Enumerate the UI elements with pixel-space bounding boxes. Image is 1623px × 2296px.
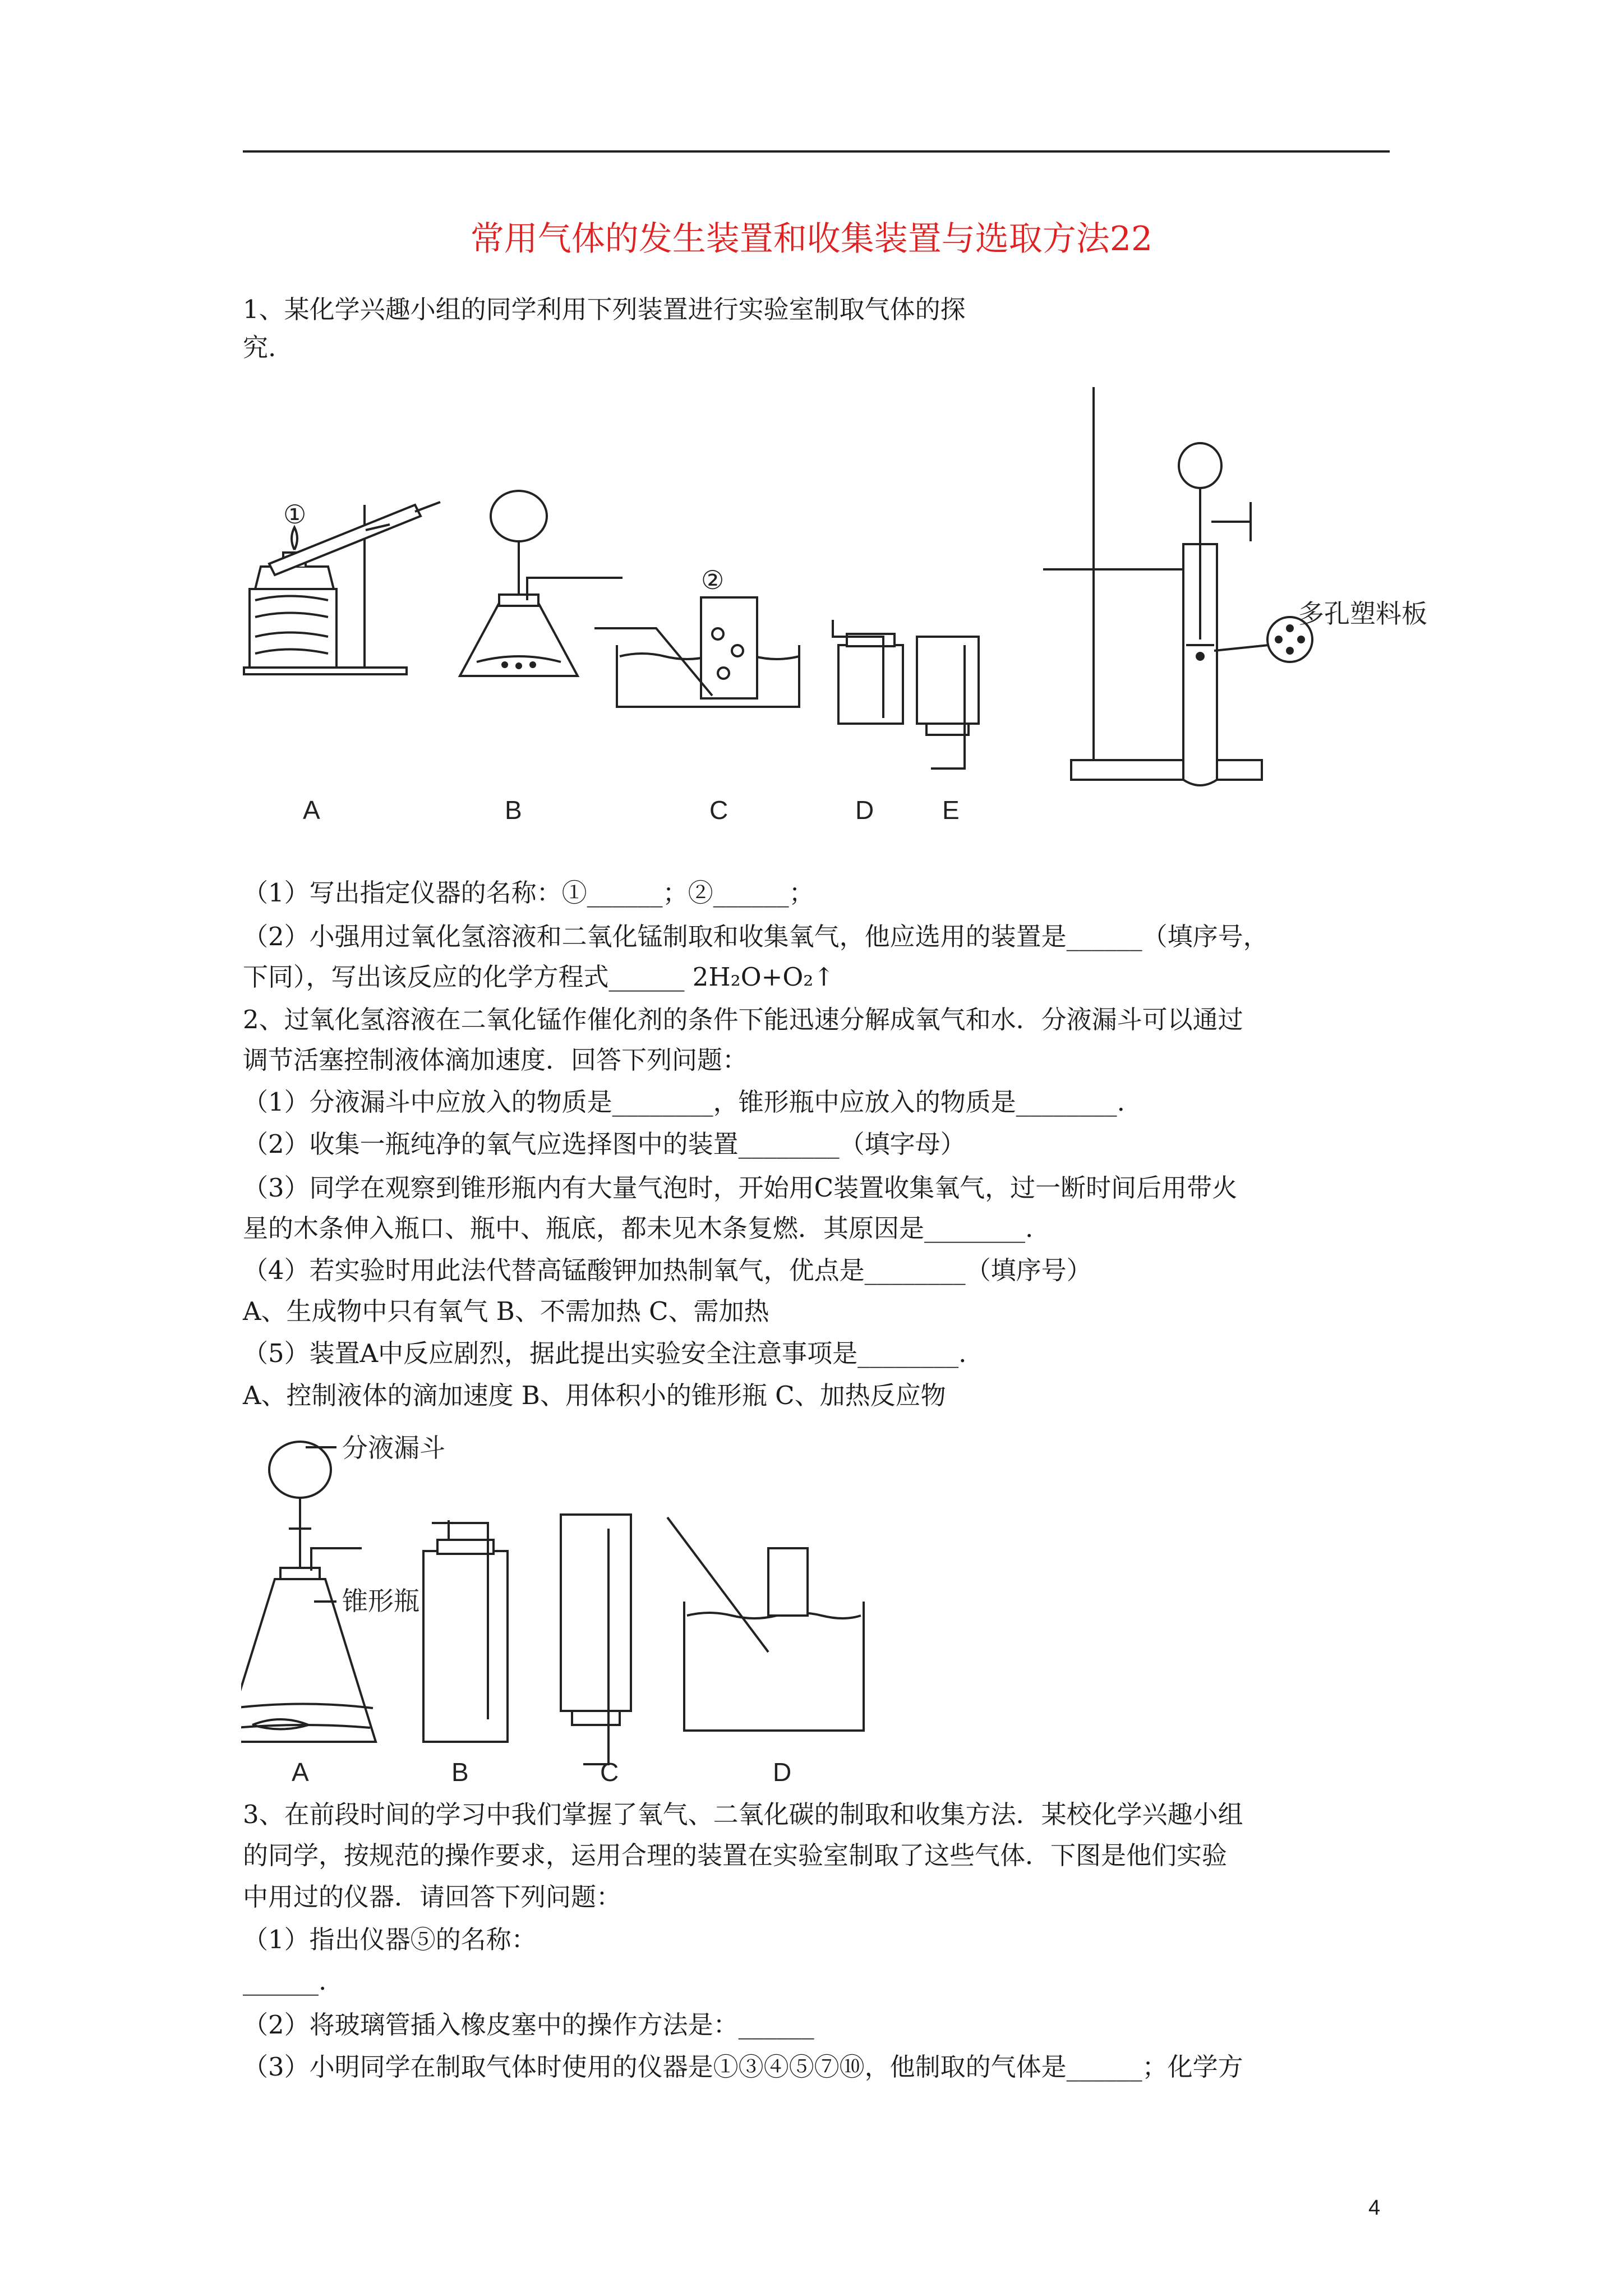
q3-sub1-blank: ______. (243, 1966, 327, 1996)
q1-sub2: 下同），写出该反应的化学方程式______ 2H₂O+O₂↑ (243, 962, 834, 992)
q1-stem: 1、某化学兴趣小组的同学利用下列装置进行实验室制取气体的探 (243, 295, 966, 324)
label-e: E (942, 795, 960, 825)
q2-sub3: （3）同学在观察到锥形瓶内有大量气泡时，开始用C装置收集氧气，过一断时间后用带火 (243, 1173, 1238, 1203)
page-number: 4 (1368, 2196, 1381, 2220)
funnel-label: 分液漏斗 (342, 1433, 445, 1462)
label-b: B (505, 795, 522, 825)
q1-sub1: （1）写出指定仪器的名称：①______；②______； (243, 878, 814, 908)
q2-apparatus-figure (241, 1428, 914, 1792)
flask-label: 锥形瓶 (342, 1586, 419, 1616)
label-a: A (303, 795, 320, 825)
q2-sub4: （4）若实验时用此法代替高锰酸钾加热制氧气，优点是________（填序号） (243, 1255, 1092, 1285)
q2-sub5-options: A、控制液体的滴加速度 B、用体积小的锥形瓶 C、加热反应物 (243, 1381, 946, 1410)
apparatus-e (917, 637, 979, 769)
q2-sub4-options: A、生成物中只有氧气 B、不需加热 C、需加热 (243, 1296, 769, 1326)
apparatus-b (460, 491, 623, 676)
apparatus-d (667, 1517, 864, 1731)
label-d: D (855, 795, 874, 825)
q1-stem: 究. (243, 333, 276, 362)
q2-sub5: （5）装置A中反应剧烈，据此提出实验安全注意事项是________. (243, 1338, 967, 1368)
header-rule (243, 150, 1390, 153)
q3-stem: 的同学，按规范的操作要求，运用合理的装置在实验室制取了这些气体．下图是他们实验 (243, 1841, 1228, 1870)
apparatus-a (244, 502, 440, 674)
q2-sub3: 星的木条伸入瓶口、瓶中、瓶底，都未见木条复燃．其原因是________. (243, 1213, 1034, 1243)
label-a: A (292, 1757, 309, 1787)
perforated-plate-label: 多孔塑料板 (1298, 599, 1427, 628)
label-c: C (600, 1757, 619, 1787)
q3-sub3: （3）小明同学在制取气体时使用的仪器是①③④⑤⑦⑩，他制取的气体是______；化学方 (243, 2052, 1243, 2082)
q1-sub2: （2）小强用过氧化氢溶液和二氧化锰制取和收集氧气，他应选用的装置是______（填序号， (243, 922, 1269, 951)
q2-sub1: （1）分液漏斗中应放入的物质是________，锥形瓶中应放入的物质是________. (243, 1087, 1125, 1117)
apparatus-porous-plate (1043, 387, 1312, 785)
q2-sub2: （2）收集一瓶纯净的氧气应选择图中的装置________（填字母） (243, 1129, 966, 1159)
q3-stem: 中用过的仪器．请回答下列问题： (243, 1882, 622, 1912)
q3-stem: 3、在前段时间的学习中我们掌握了氧气、二氧化碳的制取和收集方法．某校化学兴趣小组 (243, 1800, 1243, 1829)
q2-stem: 调节活塞控制液体滴加速度．回答下列问题： (243, 1045, 748, 1075)
apparatus-b (423, 1520, 508, 1742)
page-title: 常用气体的发生装置和收集装置与选取方法22 (470, 219, 1153, 259)
marker-1: ① (283, 500, 307, 529)
label-d: D (773, 1757, 792, 1787)
label-c: C (709, 795, 728, 825)
marker-2: ② (701, 565, 725, 595)
label-b: B (451, 1757, 469, 1787)
q1-apparatus-figure (236, 381, 1525, 830)
apparatus-c (594, 597, 799, 707)
q2-stem: 2、过氧化氢溶液在二氧化锰作催化剂的条件下能迅速分解成氧气和水．分液漏斗可以通过 (243, 1005, 1243, 1034)
q3-sub1: （1）指出仪器⑤的名称： (243, 1925, 537, 1954)
apparatus-c (561, 1515, 631, 1764)
apparatus-d (833, 620, 903, 724)
q3-sub2: （2）将玻璃管插入橡皮塞中的操作方法是：______ (243, 2010, 814, 2040)
